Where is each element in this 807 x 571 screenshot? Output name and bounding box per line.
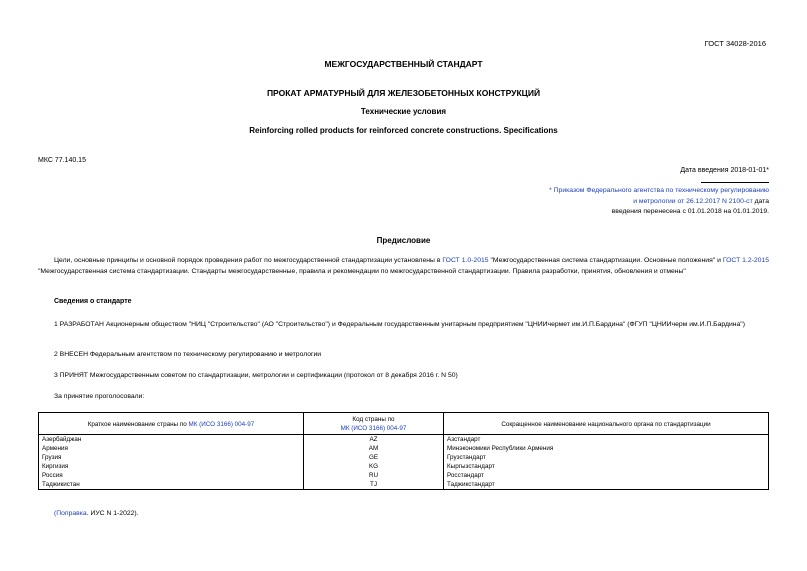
standard-type-heading: МЕЖГОСУДАРСТВЕННЫЙ СТАНДАРТ: [324, 59, 483, 69]
body-cell: Росстандарт: [444, 471, 769, 480]
paragraph-text: Цели, основные принципы и основной порядок проведения работ по межгосударственной стандартизации установлены в: [54, 257, 443, 264]
mk-iso-code-link[interactable]: МК (ИСО 3166) 004-97: [340, 425, 407, 432]
voted-for-label: За принятие проголосовали:: [54, 393, 145, 400]
footnote-divider: [701, 182, 769, 183]
footnote-transfer-text: введения перенесена с 01.01.2018 на 01.01.2019.: [611, 208, 769, 215]
header-code: [304, 413, 444, 435]
amendment-text: . ИУС N 1-2022).: [86, 510, 139, 517]
english-title: Reinforcing rolled products for reinforced concrete constructions. Specifications: [249, 126, 558, 135]
gost-1-2-link[interactable]: ГОСТ 1.2-2015: [722, 257, 769, 264]
paragraph-text: "Межгосударственная система стандартизации. Стандарты межгосударственные, правила и рекомендации по межгосударственной стандартизации. Правила разработки, принятия, обновления и отмены": [38, 267, 686, 275]
body-cell: Азстандарт: [444, 435, 769, 445]
footnote-order-date-link[interactable]: и метрологии от 26.12.2017 N 2100-ст: [633, 197, 753, 205]
voting-states-table: [38, 412, 769, 490]
introduction-date: Дата введения 2018-01-01*: [680, 167, 769, 174]
paragraph-text: "Межгосударственная система стандартизации. Основные положения" и: [488, 257, 723, 264]
header-text: Краткое наименование страны по: [87, 420, 189, 428]
body-cell: Кыргызстандарт: [444, 462, 769, 471]
country-cell: Армения: [39, 444, 304, 453]
country-cell: Таджикистан: [39, 480, 304, 490]
code-cell: TJ: [304, 480, 444, 490]
body-cell: Грузстандарт: [444, 453, 769, 462]
body-cell: Минэкономики Республики Армения: [444, 444, 769, 453]
introduced-by-item: 2 ВНЕСЕН Федеральным агентством по техническому регулированию и метрологии: [54, 351, 322, 358]
preface-heading: Предисловие: [376, 236, 431, 245]
code-cell: RU: [304, 471, 444, 480]
footnote-order-link[interactable]: * Приказом Федерального агентства по техническому регулированию: [549, 187, 769, 194]
document-subtitle: Технические условия: [360, 107, 447, 116]
table-row: [39, 462, 769, 471]
developed-by-item: 1 РАЗРАБОТАН Акционерным обществом "НИЦ "Строительство" (АО "Строительство") и Федеральным государственным унитарным предприятием "ЦНИИчермет им.И.П.Бардина" (ФГУП "ЦНИИчерм им.И.П.Бардина"): [54, 321, 745, 328]
mk-iso-link[interactable]: МК (ИСО 3166) 004-97: [188, 420, 255, 428]
body-cell: Таджикстандарт: [444, 480, 769, 490]
table-row: [39, 471, 769, 480]
header-text: Код страны по: [352, 416, 395, 423]
footnote: [549, 186, 769, 218]
country-cell: Грузия: [39, 453, 304, 462]
table-row: [39, 480, 769, 490]
header-national-body: Сокращенное наименование национального органа по стандартизации: [444, 413, 769, 435]
adopted-by-item: 3 ПРИНЯТ Межгосударственным советом по стандартизации, метрологии и сертификации (протокол от 8 декабря 2016 г. N 50): [54, 372, 458, 379]
table-row: [39, 444, 769, 453]
amendment-bracket: (: [54, 510, 57, 517]
code-cell: GE: [304, 453, 444, 462]
header-country: [39, 413, 304, 435]
table-header-row: [39, 413, 769, 435]
document-title: ПРОКАТ АРМАТУРНЫЙ ДЛЯ ЖЕЛЕЗОБЕТОННЫХ КОНСТРУКЦИЙ: [266, 88, 541, 98]
code-cell: AZ: [304, 435, 444, 445]
code-cell: KG: [304, 462, 444, 471]
amendment-link[interactable]: Поправка: [56, 510, 87, 517]
country-cell: Россия: [39, 471, 304, 480]
country-cell: Азербайджан: [39, 435, 304, 445]
about-standard-heading: Сведения о стандарте: [54, 298, 132, 305]
preface-paragraph: [38, 256, 769, 277]
gost-1-0-link[interactable]: ГОСТ 1.0-2015: [442, 257, 489, 264]
code-cell: AM: [304, 444, 444, 453]
mks-code: МКС 77.140.15: [38, 157, 86, 164]
document-number: ГОСТ 34028-2016: [704, 39, 766, 48]
country-cell: Киргизия: [39, 462, 304, 471]
amendment-note: [54, 510, 139, 517]
footnote-text: дата: [752, 197, 769, 205]
table-row: [39, 435, 769, 445]
table-row: [39, 453, 769, 462]
